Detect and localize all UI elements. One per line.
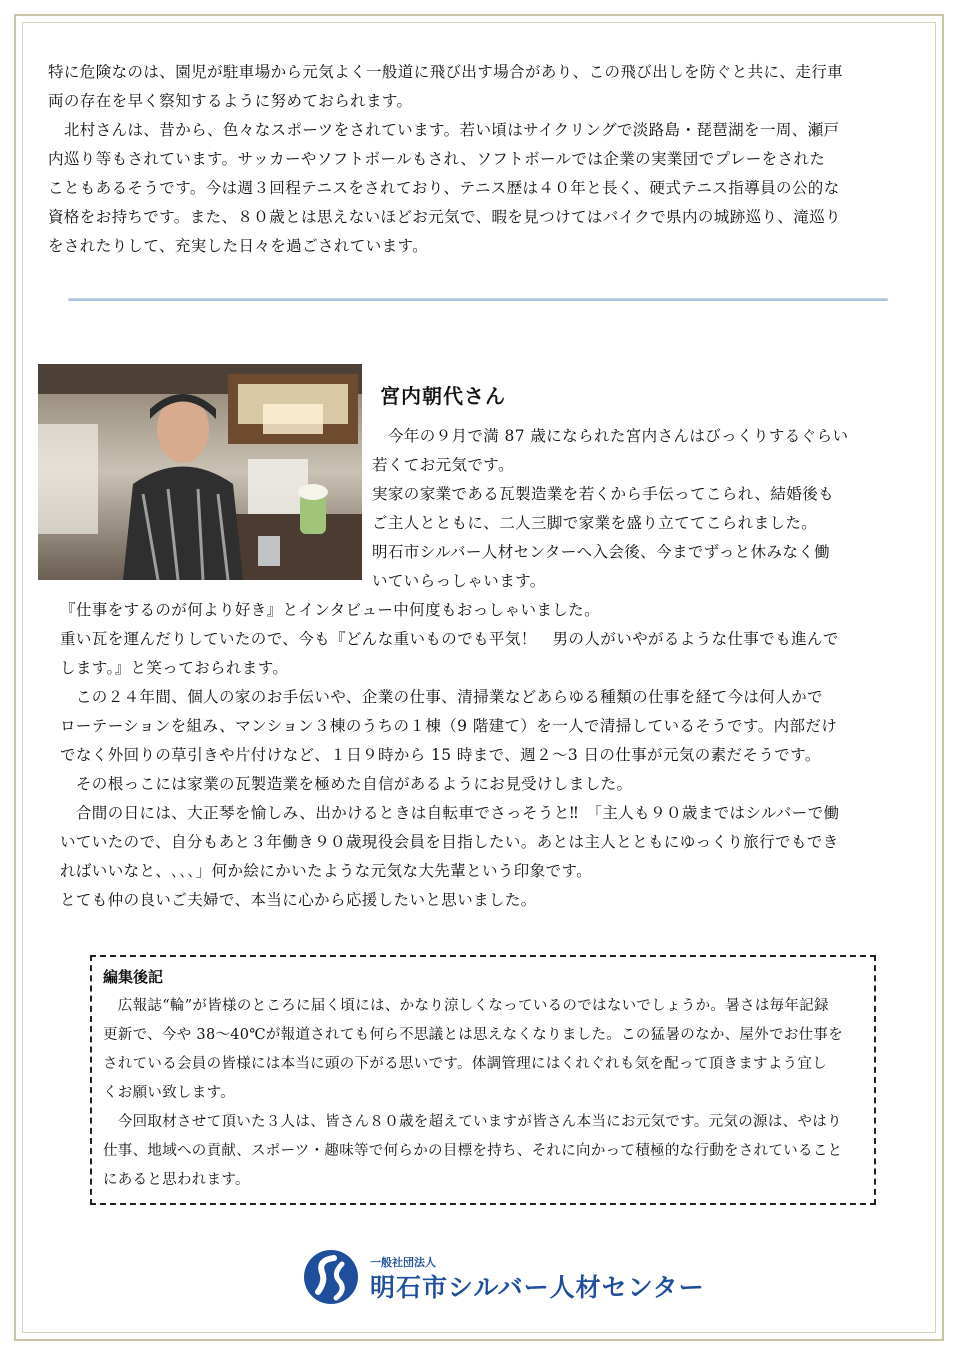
paragraph-line: ればいいなと、､､､」何か絵にかいたような元気な大先輩という印象です。 xyxy=(60,862,593,880)
paragraph-line: ローテーションを組み、マンション３棟のうちの１棟（9 階建て）を一人で清掃しているそうです。内部だけ xyxy=(60,717,838,735)
editor-note-title: 編集後記 xyxy=(103,968,164,986)
paragraph-line: 資格をお持ちです。また、８０歳とは思えないほどお元気で、暇を見つけてはバイクで県内の城跡巡り、滝巡り xyxy=(48,208,841,226)
paragraph-line: この２４年間、個人の家のお手伝いや、企業の仕事、清掃業などあらゆる種類の仕事を経て今は何人かで xyxy=(60,688,823,706)
section-divider xyxy=(68,298,888,301)
paragraph-line: 実家の家業である瓦製造業を若くから手伝ってこられ、結婚後も xyxy=(372,485,835,503)
paragraph-line: 仕事、地域への貢献、スポーツ・趣味等で何らかの目標を持ち、それに向かって積極的な行動をされていること xyxy=(103,1143,843,1159)
paragraph-line: 合間の日には、大正琴を愉しみ、出かけるときは自転車でさっそうと‼ 「主人も９０歳まではシルバーで働 xyxy=(60,804,840,822)
organization-name: 明石市シルバー人材センター xyxy=(370,1273,705,1302)
paragraph-line: いていたので、自分もあと３年働き９０歳現役会員を目指したい。あとは主人とともにゆっくり旅行でもでき xyxy=(60,833,839,851)
paragraph-line: とても仲の良いご夫婦で、本当に心から応援したいと思いました。 xyxy=(60,891,537,909)
paragraph-line: 今回取材させて頂いた３人は、皆さん８０歳を超えていますが皆さん本当にお元気です。元気の源は、やはり xyxy=(103,1114,842,1130)
paragraph-line: 明石市シルバー人材センターへ入会後、今までずっと休みなく働 xyxy=(372,543,831,561)
paragraph-line: ご主人とともに、二人三脚で家業を盛り立ててこられました。 xyxy=(372,514,818,532)
paragraph-line: 若くてお元気です。 xyxy=(372,456,514,474)
paragraph-line: いていらっしゃいます。 xyxy=(372,572,546,590)
paragraph-line: その根っこには家業の瓦製造業を極めた自信があるようにお見受けしました。 xyxy=(60,775,633,793)
paragraph-line: にあると思われます。 xyxy=(103,1172,250,1188)
paragraph-line: でなく外回りの草引きや片付けなど、１日９時から 15 時まで、週２～3 日の仕事が元気の素だそうです。 xyxy=(60,746,821,764)
paragraph-line: 両の存在を早く察知するように努めておられます。 xyxy=(48,92,413,110)
paragraph-line: 特に危険なのは、園児が駐車場から元気よく一般道に飛び出す場合があり、この飛び出しを防ぐと共に、走行車 xyxy=(48,63,844,81)
paragraph-line: 内巡り等もされています。サッカーやソフトボールもされ、ソフトボールでは企業の実業団でプレーをされた xyxy=(48,150,826,168)
paragraph-line: くお願い致します。 xyxy=(103,1085,236,1101)
paragraph-line: 『仕事をするのが何より好き』とインタビュー中何度もおっしゃいました。 xyxy=(60,601,600,619)
profile-name: 宮内朝代さん xyxy=(380,384,506,408)
paragraph-line: 広報誌“輪”が皆様のところに届く頃には、かなり涼しくなっているのではないでしょうか。暑さは毎年記録 xyxy=(103,998,829,1014)
organization-type: 一般社団法人 xyxy=(370,1256,436,1269)
paragraph-line: 北村さんは、昔から、色々なスポーツをされています。若い頃はサイクリングで淡路島・琵琶湖を一周、瀬戸 xyxy=(48,121,840,139)
paragraph-line: 重い瓦を運んだりしていたので、今も『どんな重いものでも平気！ 男の人がいやがるような仕事でも進んで xyxy=(60,630,839,648)
paragraph-line: されている会員の皆様には本当に頭の下がる思いです。体調管理にはくれぐれも気を配って頂きますよう宜し xyxy=(103,1056,828,1072)
paragraph-line: 今年の９月で満 87 歳になられた宮内さんはびっくりするぐらい xyxy=(372,427,849,445)
paragraph-line: します。』と笑っておられます。 xyxy=(60,659,289,677)
paragraph-line: こともあるそうです。今は週３回程テニスをされており、テニス歴は４０年と長く、硬式テニス指導員の公的な xyxy=(48,179,840,197)
profile-photo xyxy=(38,364,362,580)
organization-logo-icon xyxy=(302,1248,360,1306)
paragraph-line: をされたりして、充実した日々を過ごされています。 xyxy=(48,237,429,255)
paragraph-line: 更新で、今や 38～40℃が報道されても何ら不思議とは思えなくなりました。この猛暑のなか、屋外でお仕事を xyxy=(103,1027,844,1043)
